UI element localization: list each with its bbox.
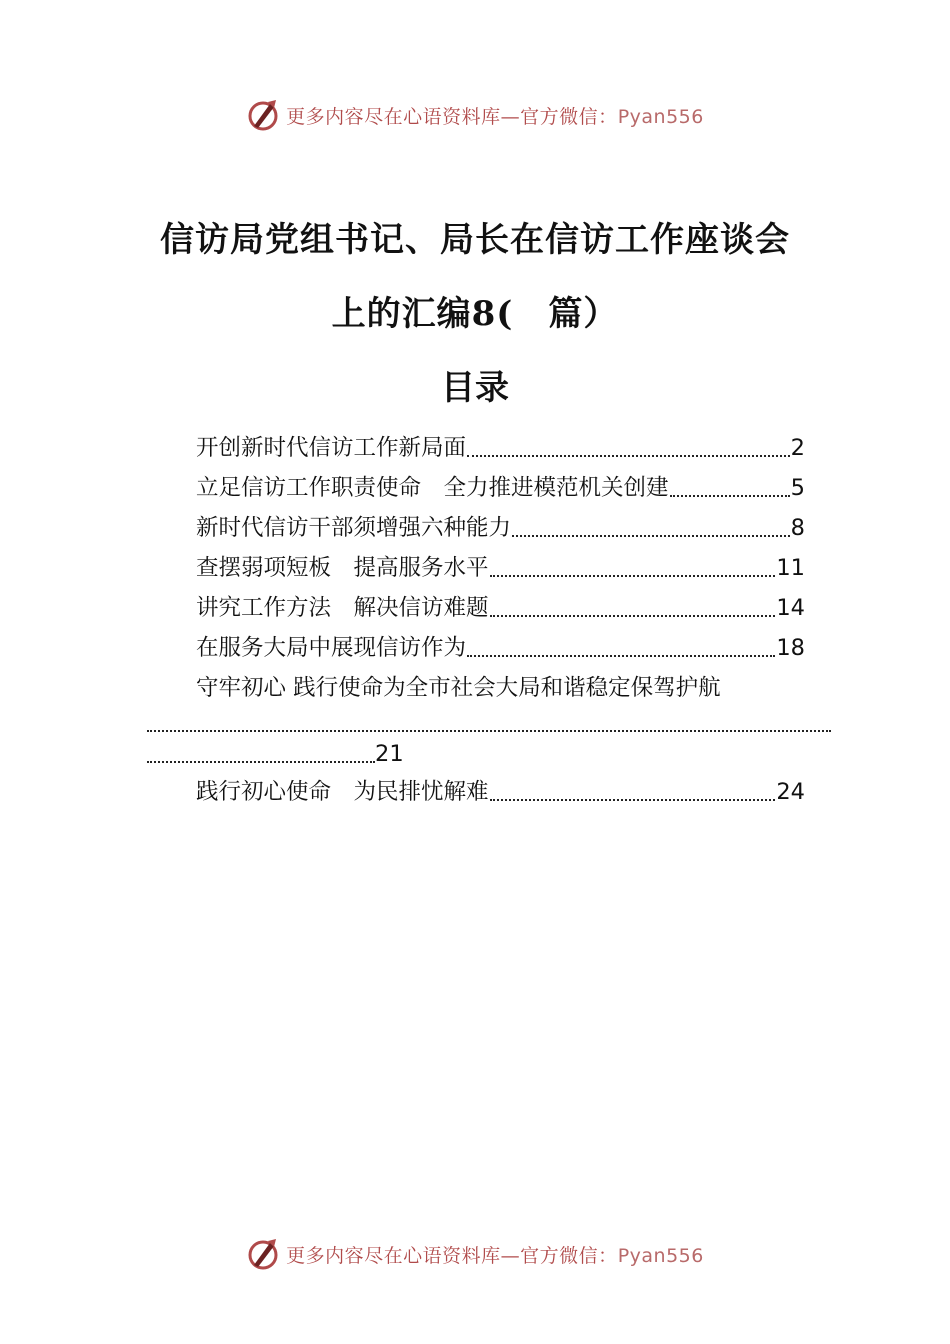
document-title-line1: 信访局党组书记、局长在信访工作座谈会 — [160, 220, 790, 260]
toc-item-title: 新时代信访干部须增强六种能力 — [196, 515, 512, 541]
toc-item[interactable] — [196, 508, 805, 548]
quill-pen-logo-icon — [246, 1237, 280, 1271]
toc-item-page: 14 — [776, 595, 805, 621]
toc-leader-dots — [467, 455, 790, 457]
toc-item-title: 守牢初心 践行使命为全市社会大局和谐稳定保驾护航 — [196, 675, 721, 701]
toc-heading: 目录 — [441, 368, 509, 408]
toc-item-title: 立足信访工作职责使命 全力推进模范机关创建 — [196, 475, 669, 501]
toc-item[interactable] — [196, 628, 805, 668]
toc-item[interactable] — [196, 668, 805, 708]
toc-leader-dots — [490, 575, 776, 577]
toc-item-page: 8 — [790, 515, 805, 541]
toc-leader-dots — [490, 799, 776, 801]
document-title-line2: 上的汇编8( 篇） — [331, 294, 619, 334]
toc-item[interactable] — [196, 548, 805, 588]
toc-item-continuation[interactable] — [147, 734, 404, 774]
toc-leader-dots — [512, 535, 790, 537]
toc-item-page: 2 — [790, 435, 805, 461]
toc-item[interactable] — [196, 428, 805, 468]
toc-item[interactable] — [196, 772, 805, 812]
toc-item-title: 开创新时代信访工作新局面 — [196, 435, 467, 461]
toc-item-title: 践行初心使命 为民排忧解难 — [196, 779, 489, 805]
header-watermark — [0, 95, 950, 135]
toc-item-title: 在服务大局中展现信访作为 — [196, 635, 467, 661]
footer-watermark — [0, 1234, 950, 1274]
toc-item-page: 18 — [776, 635, 805, 661]
quill-pen-logo-icon — [246, 98, 280, 132]
toc-item-page: 5 — [790, 475, 805, 501]
toc-leader-dots — [147, 761, 375, 763]
toc-item-title: 讲究工作方法 解决信访难题 — [196, 595, 489, 621]
watermark-text: 更多内容尽在心语资料库—官方微信：Pyan556 — [286, 105, 704, 128]
toc-leader-dots — [490, 615, 776, 617]
toc-item[interactable] — [196, 588, 805, 628]
toc-item-page: 21 — [375, 741, 404, 767]
toc-leader-dots — [147, 730, 831, 732]
toc-item[interactable] — [196, 468, 805, 508]
table-of-contents — [196, 428, 805, 708]
toc-item-page: 24 — [776, 779, 805, 805]
toc-leader-dots — [670, 495, 790, 497]
watermark-text: 更多内容尽在心语资料库—官方微信：Pyan556 — [286, 1244, 704, 1267]
toc-item-page: 11 — [776, 555, 805, 581]
toc-item-title: 查摆弱项短板 提高服务水平 — [196, 555, 489, 581]
toc-item-last[interactable] — [196, 772, 805, 812]
toc-leader-dots — [467, 655, 775, 657]
